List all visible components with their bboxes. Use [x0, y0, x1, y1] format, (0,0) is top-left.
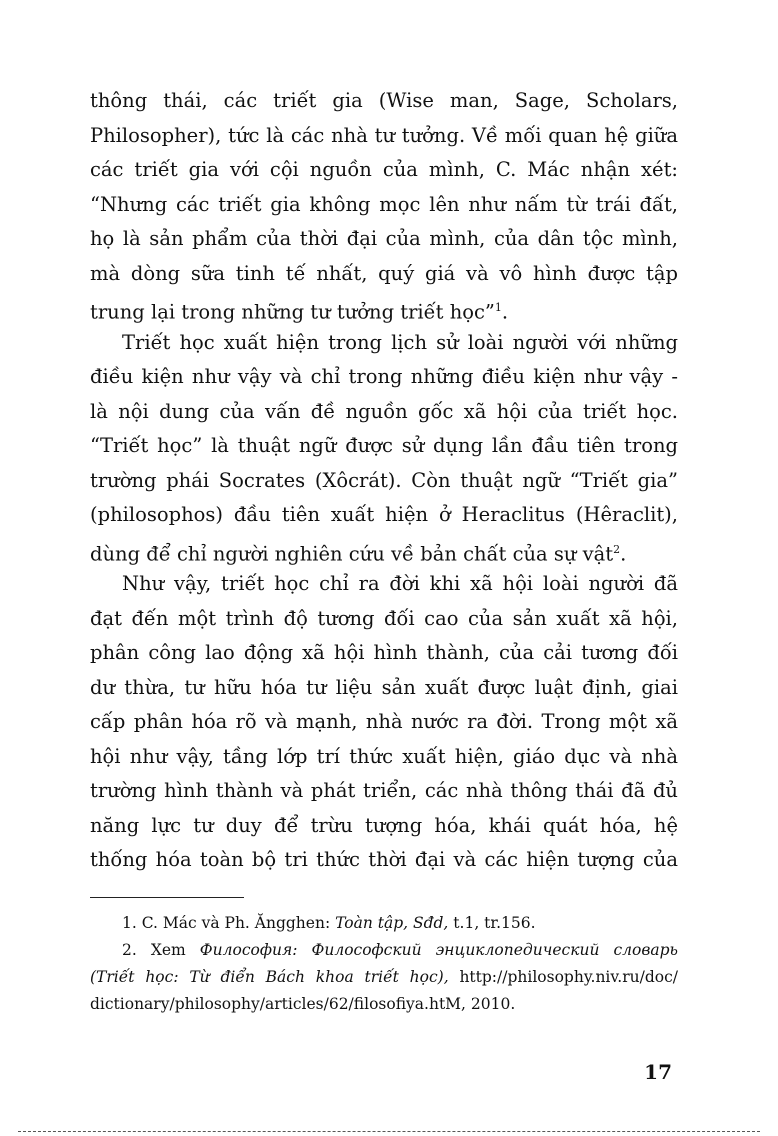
- text-line: mà dòng sữa tinh tế nhất, quý giá và vô hình được tập: [90, 261, 678, 285]
- footnote-divider: [90, 897, 244, 898]
- page-bottom-edge: [18, 1131, 760, 1132]
- text-line: thống hóa toàn bộ tri thức thời đại và các hiện tượng của: [90, 848, 678, 871]
- text-line: Triết học xuất hiện trong lịch sử loài người với những: [122, 330, 678, 354]
- main-text: [90, 84, 678, 878]
- text-line: trường hình thành và phát triển, các nhà thông thái đã đủ: [90, 779, 678, 802]
- page-number: 17: [644, 1060, 672, 1084]
- text-span: dùng để chỉ người nghiên cứu về bản chất của sự vật: [90, 542, 614, 565]
- sentence-end: .: [620, 542, 627, 565]
- footnote-2-line3[interactable]: dictionary/philosophy/articles/62/filosofiya.htM, 2010.: [90, 995, 516, 1013]
- text-line: dư thừa, tư hữu hóa tư liệu sản xuất được luật định, giai: [90, 675, 678, 699]
- footnote-1-title: Toàn tập, Sđd,: [335, 914, 449, 932]
- text-line: phân công lao động xã hội hình thành, của cải tương đối: [90, 641, 678, 664]
- text-line: Philosopher), tức là các nhà tư tưởng. Về mối quan hệ giữa: [90, 123, 678, 147]
- text-line: cấp phân hóa rõ và mạnh, nhà nước ra đời. Trong một xã: [90, 710, 678, 733]
- text-line: năng lực tư duy để trừu tượng hóa, khái quát hóa, hệ: [90, 813, 678, 837]
- footnote-2-url-part[interactable]: http://philosophy.niv.ru/doc/: [448, 968, 678, 986]
- footnote-1-prefix: 1. C. Mác và Ph. Ăngghen:: [122, 914, 336, 932]
- text-line: Như vậy, triết học chỉ ra đời khi xã hội loài người đã: [122, 572, 678, 595]
- footnote-2-russian-title: Философия: Философский энциклопедический словарь: [199, 941, 678, 959]
- footnote-2-prefix: 2. Xem: [122, 941, 200, 959]
- footnote-2-vn-title: (Triết học: Từ điển Bách khoa triết học),: [90, 968, 449, 986]
- footnote-1-suffix: t.1, tr.156.: [448, 914, 536, 932]
- footnotes: [90, 910, 678, 1018]
- text-line: điều kiện như vậy và chỉ trong những điều kiện như vậy -: [90, 365, 678, 388]
- footnote-2: [90, 937, 678, 964]
- footnote-1: [90, 910, 678, 937]
- text-line: trường phái Socrates (Xôcrát). Còn thuật ngữ “Triết gia”: [90, 468, 678, 492]
- text-span: trung lại trong những tư tưởng triết học”: [90, 300, 495, 324]
- footnote-2-line2: [90, 964, 678, 991]
- text-line: “Triết học” là thuật ngữ được sử dụng lần đầu tiên trong: [90, 434, 678, 457]
- footnote-ref-1[interactable]: 1: [494, 301, 502, 314]
- text-line: (philosophos) đầu tiên xuất hiện ở Heraclitus (Hêraclit),: [90, 503, 678, 526]
- text-line: đạt đến một trình độ tương đối cao của sản xuất xã hội,: [90, 606, 678, 630]
- sentence-end: .: [501, 300, 509, 324]
- footnote-ref-2[interactable]: 2: [613, 542, 621, 556]
- text-line: thông thái, các triết gia (Wise man, Sage, Scholars,: [90, 89, 678, 112]
- text-line: là nội dung của vấn đề nguồn gốc xã hội của triết học.: [90, 399, 678, 423]
- text-line: họ là sản phẩm của thời đại của mình, của dân tộc mình,: [90, 227, 678, 250]
- text-line: hội như vậy, tầng lớp trí thức xuất hiện, giáo dục và nhà: [90, 744, 678, 768]
- text-line: [90, 533, 678, 568]
- text-line: “Nhưng các triết gia không mọc lên như nấm từ trái đất,: [90, 192, 678, 216]
- text-line: các triết gia với cội nguồn của mình, C. Mác nhận xét:: [90, 158, 678, 181]
- text-line: [90, 291, 678, 326]
